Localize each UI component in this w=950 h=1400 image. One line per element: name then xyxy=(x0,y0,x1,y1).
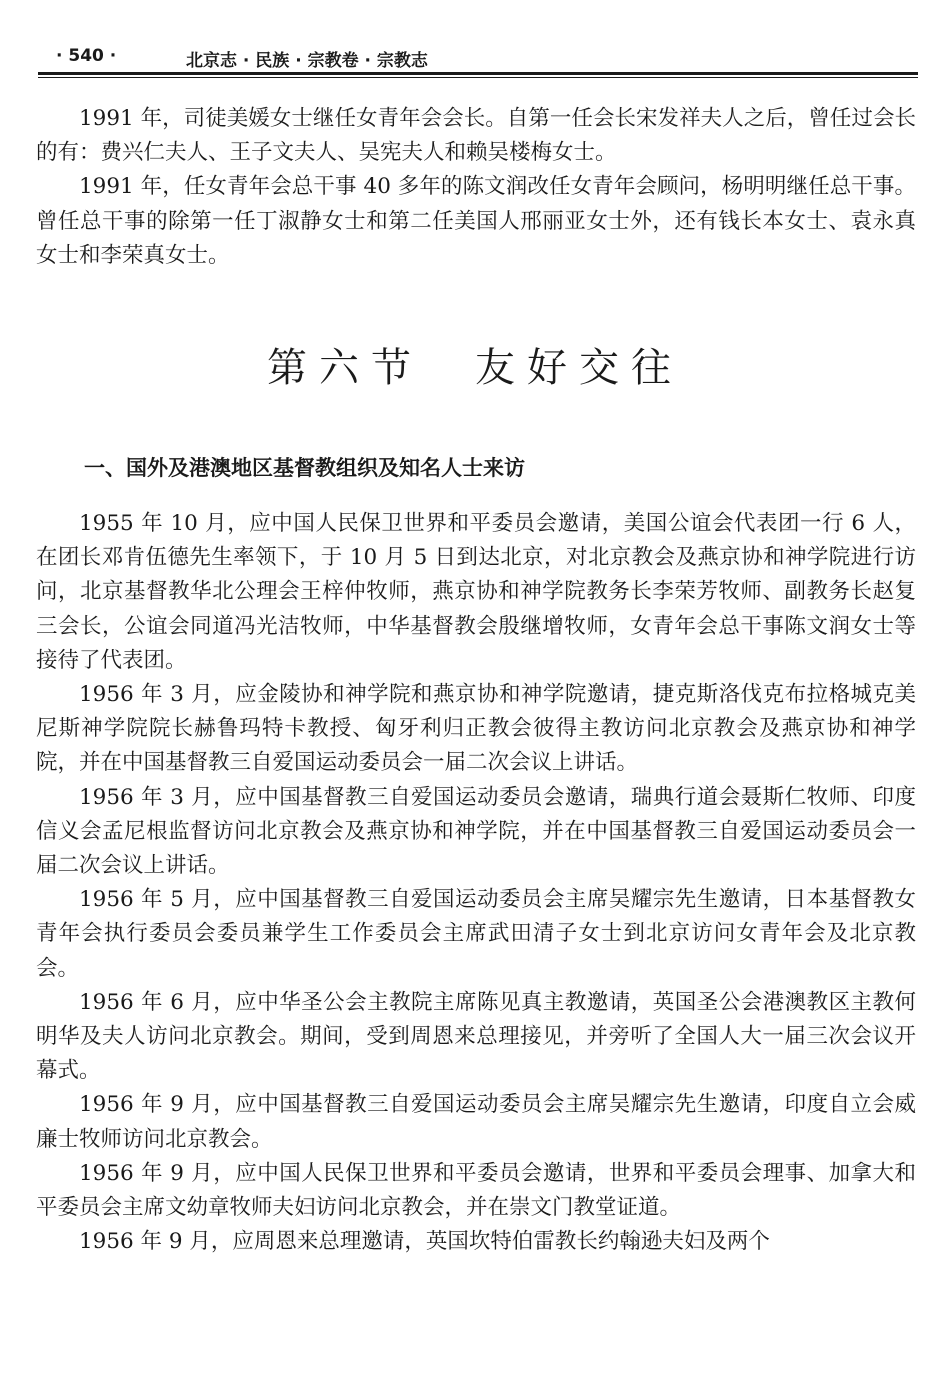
subsection-title: 一、国外及港澳地区基督教组织及知名人士来访 xyxy=(84,456,525,480)
section-title: 第六节 友好交往 xyxy=(267,345,683,391)
running-title: 北京志 · 民族 · 宗教卷 · 宗教志 xyxy=(186,51,428,71)
page-number: · 540 · xyxy=(56,46,117,66)
header-rule-thin xyxy=(38,77,918,78)
running-header xyxy=(38,42,918,72)
body-text-top xyxy=(36,102,916,273)
paragraph: 1956 年 6 月，应中华圣公会主教院主席陈见真主教邀请，英国圣公会港澳教区主教何明华及夫人访问北京教会。期间，受到周恩来总理接见，并旁听了全国人大一届三次会议开幕式。 xyxy=(36,989,916,1084)
body-text-main xyxy=(36,507,916,1259)
paragraph: 1956 年 3 月，应中国基督教三自爱国运动委员会邀请，瑞典行道会聂斯仁牧师、印度信义会孟尼根监督访问北京教会及燕京协和神学院，并在中国基督教三自爱国运动委员会一届二次会议上讲话。 xyxy=(36,784,916,879)
paragraph: 1955 年 10 月，应中国人民保卫世界和平委员会邀请，美国公谊会代表团一行 6 人，在团长邓肯伍德先生率领下，于 10 月 5 日到达北京，对北京教会及燕京协和神学院进行访问，北京基督教华北公理会王梓仲牧师，燕京协和神学院教务长李荣芳牧师、副教务长赵复三会长，公谊会同道冯光洁牧师，中华基督教会殷继增牧师，女青年会总干事陈文润女士等接待了代表团。 xyxy=(36,511,916,673)
paragraph: 1956 年 9 月，应中国人民保卫世界和平委员会邀请，世界和平委员会理事、加拿大和平委员会主席文幼章牧师夫妇访问北京教会，并在崇文门教堂证道。 xyxy=(36,1160,916,1221)
paragraph: 1956 年 9 月，应周恩来总理邀请，英国坎特伯雷教长约翰逊夫妇及两个 xyxy=(79,1229,770,1255)
paragraph: 1991 年，任女青年会总干事 40 多年的陈文润改任女青年会顾问，杨明明继任总干事。曾任总干事的除第一任丁淑静女士和第二任美国人邢丽亚女士外，还有钱长本女士、袁永真女士和李荣真女士。 xyxy=(36,174,916,268)
paragraph: 1991 年，司徒美媛女士继任女青年会会长。自第一任会长宋发祥夫人之后，曾任过会长的有：费兴仁夫人、王子文夫人、吴宪夫人和赖吴楼梅女士。 xyxy=(36,106,916,166)
paragraph: 1956 年 5 月，应中国基督教三自爱国运动委员会主席吴耀宗先生邀请，日本基督教女青年会执行委员会委员兼学生工作委员会主席武田清子女士到北京访问女青年会及北京教会。 xyxy=(36,887,916,981)
header-rule-thick xyxy=(38,72,918,75)
paragraph: 1956 年 3 月，应金陵协和神学院和燕京协和神学院邀请，捷克斯洛伐克布拉格城克美尼斯神学院院长赫鲁玛特卡教授、匈牙利归正教会彼得主教访问北京教会及燕京协和神学院，并在中国基督教三自爱国运动委员会一届二次会议上讲话。 xyxy=(36,682,916,776)
paragraph: 1956 年 9 月，应中国基督教三自爱国运动委员会主席吴耀宗先生邀请，印度自立会威廉士牧师访问北京教会。 xyxy=(36,1092,916,1152)
